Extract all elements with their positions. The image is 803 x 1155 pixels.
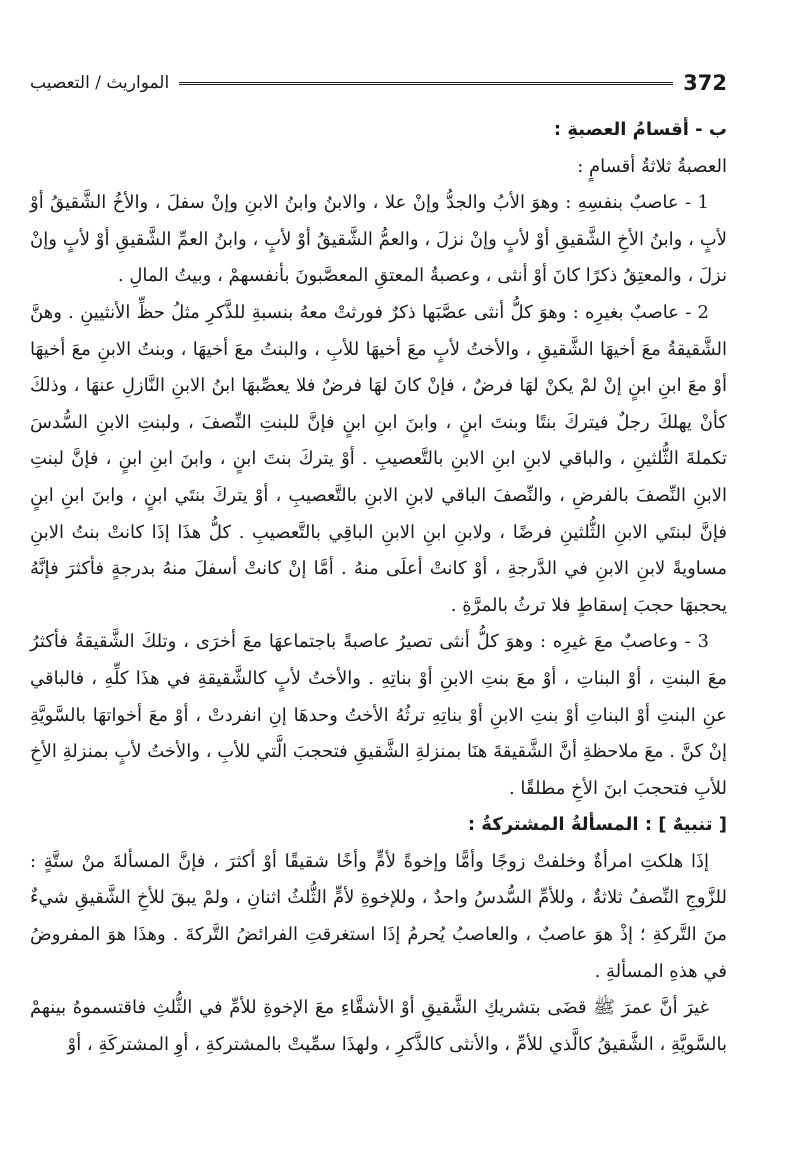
page-body bbox=[30, 112, 727, 1063]
note-heading bbox=[30, 807, 727, 844]
section-intro: العصبةُ ثلاثةُ أقسامٍ : bbox=[577, 155, 727, 177]
paragraph-3-text: 3 - وعاصبٌ معَ غيرِه : وهوَ كلُّ أنثى تصيرُ عاصبةً باجتماعهَا معَ أخرَى ، وتلكَ الشَّقيقةُ فأكثرُ معَ البنتِ ، أوْ البناتِ ، أوْ معَ بنتِ الابنِ أوْ بناتِهِ . والأختُ لأبٍ كالشَّقيقةِ في هذَا كلِّهِ ، فالباقي عنِ البنتِ أوْ البناتِ أوْ بنتِ الابنِ أوْ بناتِهِ ترثُهُ الأختُ وحدهَا إنِ انفردتْ ، أوْ معَ أخواتهَا بالسَّويَّةِ إنْ كنَّ . معَ ملاحظةِ أنَّ الشَّقيقةَ هنَا بمنزلةِ الشَّقيقِ فتحجبَ الَّتي للأبِ ، والأختُ لأبٍ بمنزلةِ الأخِ للأبِ فتحجبَ ابنَ الأخِ مطلقًا . bbox=[30, 631, 727, 799]
paragraph-3 bbox=[30, 624, 727, 807]
paragraph-2-text: 2 - عاصبٌ بغيرِه : وهوَ كلُّ أنثى عصَّبَها ذكرٌ فورثتْ معهُ بنسبةِ للذَّكرِ مثلُ حظِّ الأنثيينِ . وهنَّ الشَّقيقةُ معَ أخيهَا الشَّقيقِ ، والأختُ لأبٍ معَ أخيهَا للأبِ ، والبنتُ معَ أخيهَا ، وبنتُ الابنِ معَ أخيهَا أوْ معَ ابنِ ابنٍ إنْ لمْ يكنْ لهَا فرضٌ ، فإنْ كانَ لهَا فرضٌ فلا يعصِّبهَا ابنُ الابنِ النَّازلِ عنهَا ، وذلكَ كأنْ يهلكَ رجلٌ فيتركَ بنتًا وبنتَ ابنٍ ، وابنَ ابنِ ابنٍ فإنَّ للبنتِ النِّصفَ ، ولبنتِ الابنِ السُّدسَ تكملةَ الثُّلثينِ ، والباقي لابنِ ابنِ الابنِ بالتَّعصيبِ . أوْ يتركَ بنتَ ابنٍ ، وابنَ ابنِ ابنٍ ، فإنَّ لبنتِ الابنِ النِّصفَ بالفرضِ ، والنِّصفَ الباقي لابنِ الابنِ بالتَّعصيبِ ، أوْ يتركَ بنتَي ابنٍ ، وابنَ ابنِ ابنٍ فإنَّ لبنتَي الابنِ الثُّلثينِ فرضًا ، ولابنِ ابنِ الابنِ الباقِي بالتَّعصيبِ . كلُّ هذَا إذَا كانتْ بنتُ الابنِ مساويةً لابنِ الابنِ في الدَّرجةِ ، أوْ كانتْ أعلَى منهُ . أمَّا إنْ كانتْ أسفلَ منهُ بدرجةٍ فأكثرَ فإنَّهُ يحجبهَا حجبَ إسقاطٍ فلا ترثُ بالمرَّةِ . bbox=[30, 301, 727, 616]
paragraph-4 bbox=[30, 844, 727, 990]
paragraph-5-text: غيرَ أنَّ عمرَ ﷺ قضَى بتشريكِ الشَّقيقِ أوْ الأشقَّاءِ معَ الإخوةِ للأمِّ في الثُّلثِ فاقتسموهُ بينهمْ بالسَّويَّةِ ، الشَّقيقُ كالَّذي للأمِّ ، والأنثى كالذَّكرِ ، ولهذَا سمِّيتْ بالمشتركةِ ، أوِ المشتركَةِ ، أوْ bbox=[30, 997, 727, 1055]
paragraph-1-text: 1 - عاصبٌ بنفسِهِ : وهوَ الأبُ والجدُّ وإنْ علا ، والابنُ وابنُ الابنِ وإنْ سفلَ ، والأخُ الشَّقيقُ أوْ لأبٍ ، وابنُ الأخِ الشَّقيقِ أوْ لأبٍ وإنْ نزلَ ، والعمُّ الشَّقيقُ أوْ لأبٍ ، وابنُ العمِّ الشَّقيقِ أوْ لأبٍ وإنْ نزلَ ، والمعتِقُ ذكرًا كانَ أوْ أنثى ، وعصبةُ المعتقِ المعصَّبونَ بأنفسهمْ ، وبيتُ المالِ . bbox=[30, 192, 727, 287]
running-title: المواريث / التعصيب bbox=[30, 73, 170, 93]
page-number: 372 bbox=[683, 71, 727, 95]
page-header bbox=[30, 66, 727, 100]
paragraph-5 bbox=[30, 990, 727, 1063]
paragraph-4-text: إذَا هلكتِ امرأةٌ وخلفتْ زوجًا وأمًّا وإخوةً لأمٍّ وأخًا شقيقًا أوْ أكثرَ ، فإنَّ المسألةَ منْ ستَّةٍ : للزَّوجِ النِّصفُ ثلاثةٌ ، وللأمِّ السُّدسُ واحدٌ ، وللإخوةِ لأمٍّ الثُّلثُ اثنانِ ، ولمْ يبقَ للأخِ الشَّقيقِ شيءٌ منَ التَّركةِ ؛ إذْ هوَ عاصبٌ ، والعاصبُ يُحرمُ إذَا استغرقتِ الفرائضُ التَّركةَ . وهذَا هوَ المفروضُ في هذهِ المسألةِ . bbox=[30, 850, 727, 982]
paragraph-1 bbox=[30, 185, 727, 295]
section-heading-text: ب - أقسامُ العصبةِ : bbox=[553, 119, 727, 140]
header-rule bbox=[179, 82, 673, 85]
paragraph-2 bbox=[30, 295, 727, 624]
section-heading bbox=[30, 112, 727, 149]
note-heading-text: [ تنبيهٌ ] : المسألةُ المشتركةُ : bbox=[467, 814, 727, 836]
